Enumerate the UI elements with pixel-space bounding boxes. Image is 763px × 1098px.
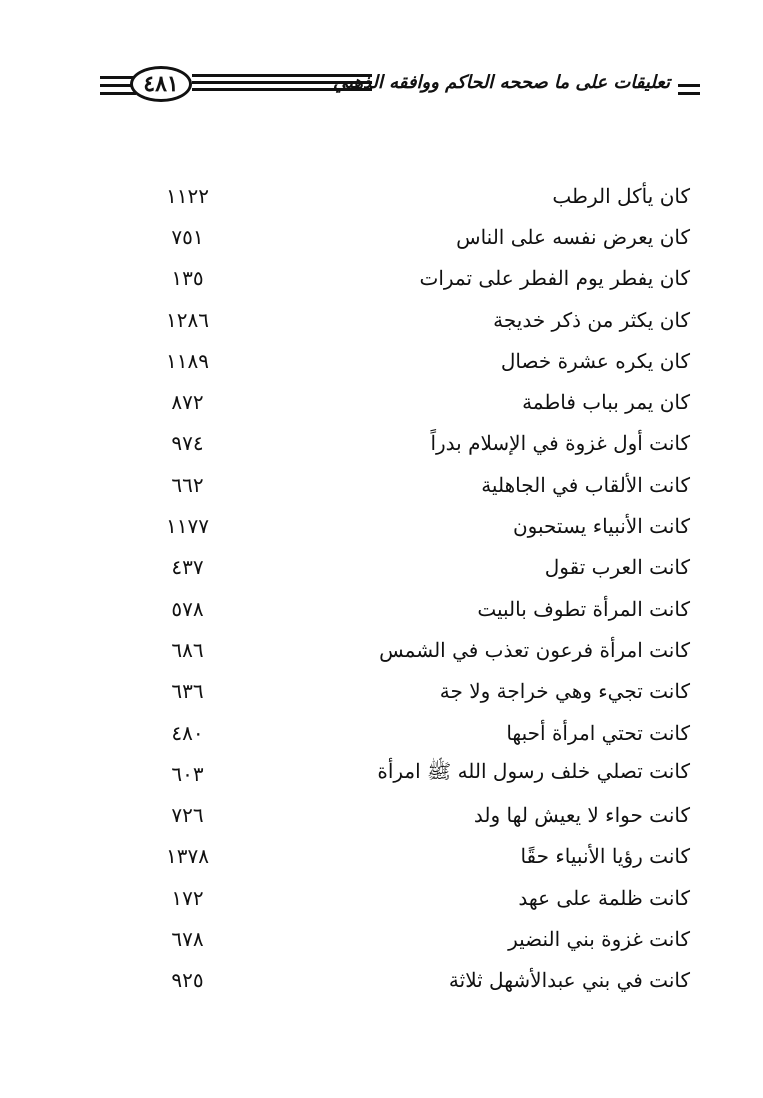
index-entry bbox=[150, 464, 690, 505]
entry-page-number: ١١٨٩ bbox=[166, 348, 209, 373]
header-rule-right-top bbox=[678, 84, 700, 87]
index-entry bbox=[150, 423, 690, 464]
index-entry bbox=[150, 960, 690, 1001]
entry-text: كان يكره عشرة خصال bbox=[500, 348, 690, 373]
entry-page-number: ١١٢٢ bbox=[166, 183, 209, 208]
entry-text: كانت ظلمة على عهد bbox=[518, 885, 690, 910]
entry-text: كانت الألقاب في الجاهلية bbox=[481, 472, 690, 497]
entry-page-number: ٦٦٢ bbox=[171, 472, 204, 497]
index-entry bbox=[150, 381, 690, 422]
entry-text: كانت تصلي خلف رسول الله ﷺ امرأة bbox=[377, 759, 690, 784]
header-rule-right-bottom bbox=[678, 92, 700, 95]
entry-page-number: ٦٧٨ bbox=[171, 926, 204, 951]
index-entry bbox=[150, 753, 690, 794]
entry-page-number: ١٣٥ bbox=[171, 266, 204, 291]
index-list bbox=[150, 175, 690, 1001]
header-rule-left-base bbox=[100, 92, 136, 95]
entry-page-number: ٦٨٦ bbox=[171, 637, 204, 662]
index-entry bbox=[150, 216, 690, 257]
entry-page-number: ٤٨٠ bbox=[171, 720, 204, 745]
index-entry bbox=[150, 877, 690, 918]
entry-page-number: ١٢٨٦ bbox=[166, 307, 209, 332]
index-entry bbox=[150, 258, 690, 299]
entry-page-number: ١٣٧٨ bbox=[166, 844, 209, 869]
entry-text: كانت المرأة تطوف بالبيت bbox=[477, 596, 690, 621]
index-entry bbox=[150, 547, 690, 588]
index-entry bbox=[150, 505, 690, 546]
entry-text: كان يمر بباب فاطمة bbox=[522, 390, 690, 415]
index-entry bbox=[150, 918, 690, 959]
entry-page-number: ٧٥١ bbox=[171, 224, 204, 249]
index-entry bbox=[150, 671, 690, 712]
entry-page-number: ١١٧٧ bbox=[166, 514, 209, 539]
entry-text: كانت تحتي امرأة أحبها bbox=[506, 720, 690, 745]
entry-page-number: ٥٧٨ bbox=[171, 596, 204, 621]
page-header bbox=[100, 62, 700, 112]
entry-text: كانت غزوة بني النضير bbox=[508, 926, 690, 951]
entry-text: كان يفطر يوم الفطر على تمرات bbox=[419, 266, 690, 291]
entry-page-number: ٨٧٢ bbox=[171, 390, 204, 415]
index-entry bbox=[150, 588, 690, 629]
index-entry bbox=[150, 340, 690, 381]
entry-text: كانت العرب تقول bbox=[544, 555, 690, 580]
entry-page-number: ٦٠٣ bbox=[171, 761, 204, 786]
entry-page-number: ٩٧٤ bbox=[171, 431, 204, 456]
entry-page-number: ٧٢٦ bbox=[171, 803, 204, 828]
entry-text: كانت امرأة فرعون تعذب في الشمس bbox=[379, 637, 690, 662]
entry-text: كانت في بني عبدالأشهل ثلاثة bbox=[448, 968, 690, 993]
index-entry bbox=[150, 175, 690, 216]
entry-text: كانت حواء لا يعيش لها ولد bbox=[473, 803, 690, 828]
index-entry bbox=[150, 712, 690, 753]
index-entry bbox=[150, 299, 690, 340]
entry-text: كانت الأنبياء يستحبون bbox=[512, 514, 690, 539]
entry-text: كانت أول غزوة في الإسلام بدراً bbox=[430, 431, 690, 456]
page-number: ٤٨١ bbox=[130, 66, 192, 102]
entry-page-number: ٤٣٧ bbox=[171, 555, 204, 580]
entry-page-number: ٩٢٥ bbox=[171, 968, 204, 993]
index-entry bbox=[150, 794, 690, 835]
entry-text: كان يكثر من ذكر خديجة bbox=[493, 307, 690, 332]
entry-page-number: ٦٣٦ bbox=[171, 679, 204, 704]
entry-text: كان يأكل الرطب bbox=[552, 183, 690, 208]
index-entry bbox=[150, 836, 690, 877]
entry-text: كانت رؤيا الأنبياء حقًا bbox=[520, 844, 690, 869]
running-title: تعليقات على ما صححه الحاكم ووافقه الذهبي bbox=[333, 72, 670, 93]
entry-text: كانت تجيء وهي خراجة ولا جة bbox=[439, 679, 690, 704]
entry-text: كان يعرض نفسه على الناس bbox=[456, 224, 690, 249]
entry-page-number: ١٧٢ bbox=[171, 885, 204, 910]
index-entry bbox=[150, 629, 690, 670]
